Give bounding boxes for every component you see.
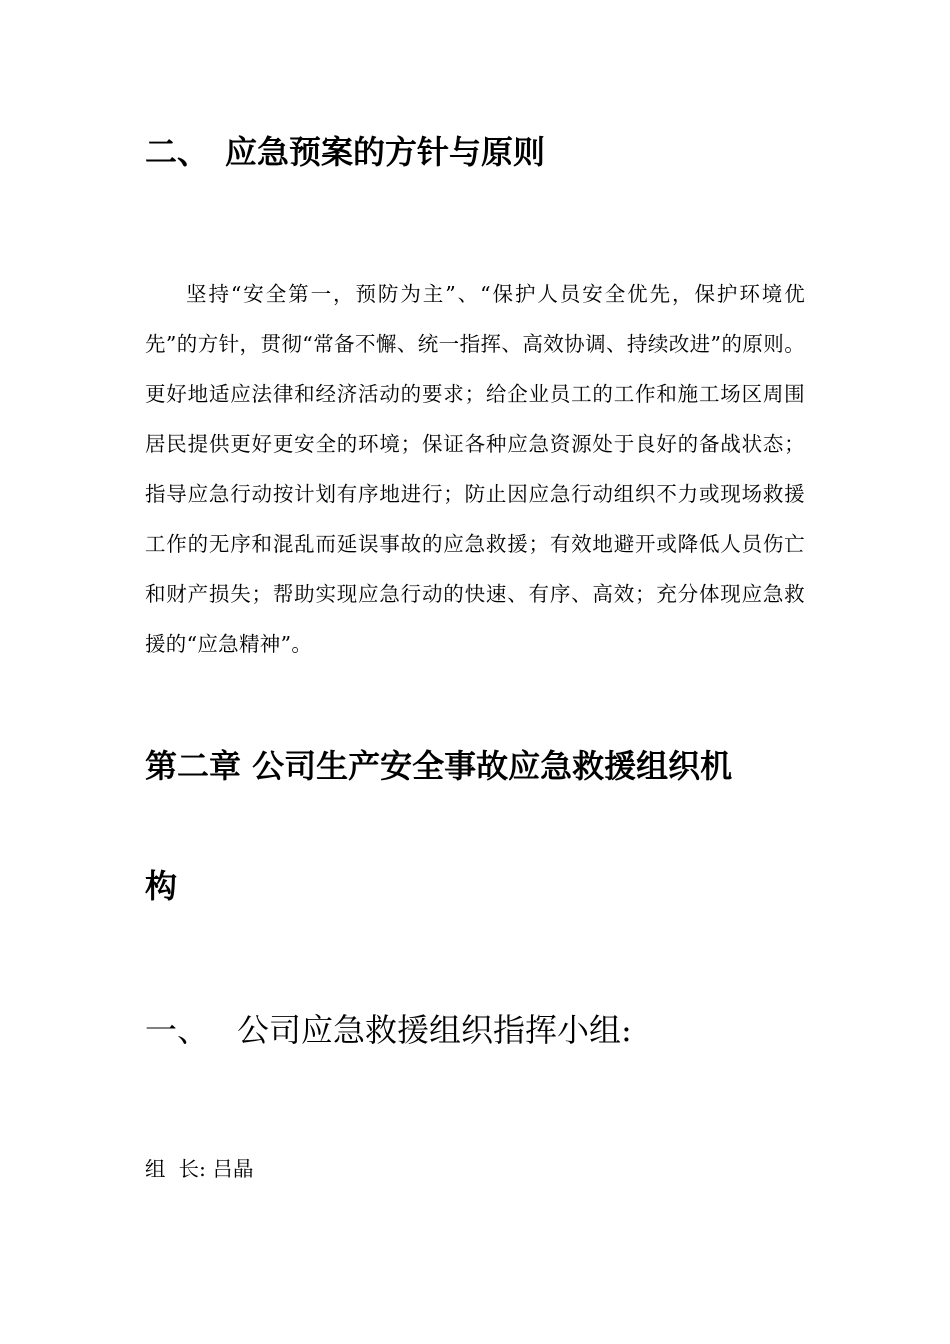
section-heading — [145, 128, 545, 176]
chapter-heading: 第二章 公司生产安全事故应急救援组织机 — [145, 747, 733, 785]
subsection-heading — [145, 1006, 632, 1054]
subsection-number: 一、 — [145, 1011, 210, 1049]
section-number: 二、 — [145, 133, 210, 171]
chapter-heading-continued: 构 — [145, 867, 178, 905]
team-leader-line — [145, 1152, 253, 1186]
team-leader-name: 吕晶 — [212, 1157, 254, 1181]
section-title: 应急预案的方针与原则 — [225, 133, 546, 171]
subsection-title: 公司应急救援组织指挥小组: — [237, 1011, 632, 1049]
policy-paragraph: 坚持“安全第一，预防为主”、“保护人员安全优先，保护环境优先”的方针，贯彻“常备不懈、统一指挥、高效协调、持续改进”的原则。更好地适应法律和经济活动的要求；给企业员工的工作和施工场区周围居民提供更好更安全的环境；保证各种应急资源处于良好的备战状态；指导应急行动按计划有序地进行；防止因应急行动组织不力或现场救援工作的无序和混乱而延误事故的应急救援；有效地避开或降低人员伤亡和财产损失；帮助实现应急行动的快速、有序、高效；充分体现应急救援的“应急精神”。 — [145, 282, 805, 656]
team-leader-label: 组 长: — [145, 1157, 206, 1181]
